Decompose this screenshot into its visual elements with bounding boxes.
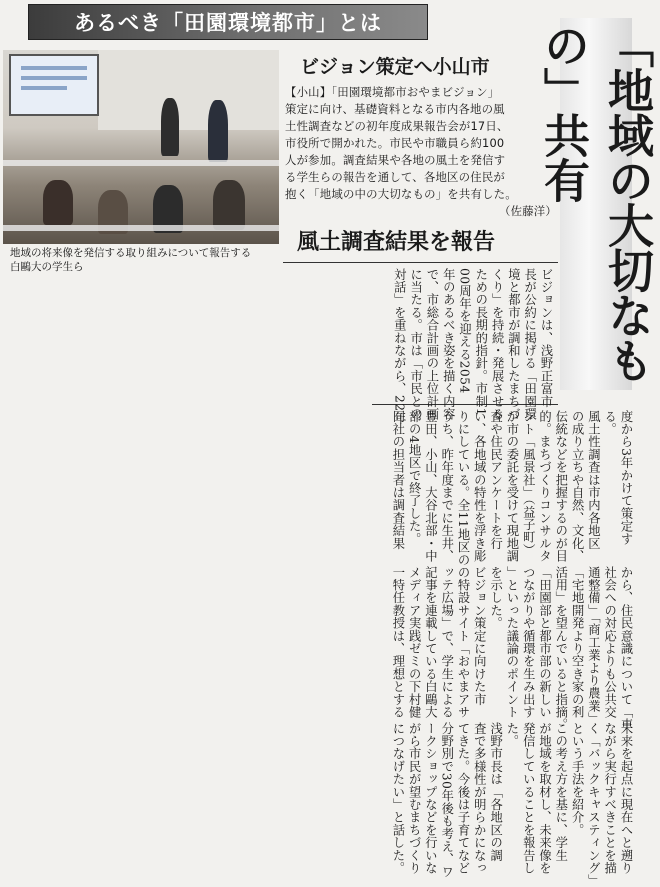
lead-line: 抱く「地域の中の大切なもの」を共有した。 bbox=[285, 187, 517, 201]
body-line: がら市民が望むまちづくり bbox=[407, 722, 422, 875]
photo-caption bbox=[10, 246, 280, 274]
body-line: てきた。今後は子育てなど bbox=[456, 722, 471, 875]
lead-line: 策定に向け、基礎資料となる市内各地の風 bbox=[285, 102, 505, 116]
body-line: ビジョン策定に向けた市 bbox=[472, 566, 487, 706]
caption-line: 地域の将来像を発信する取り組みについて報告する bbox=[10, 247, 252, 259]
main-headline: 「地域の大切なもの」共有 bbox=[560, 18, 632, 390]
body-line: この考え方を基に、学生 bbox=[553, 722, 568, 862]
photo-presenter bbox=[161, 98, 179, 156]
photo-presenter bbox=[208, 100, 228, 162]
body-line: ビジョンは、浅野正富市 bbox=[539, 268, 553, 408]
photo-audience bbox=[213, 180, 245, 230]
article-photo bbox=[3, 50, 279, 244]
body-line: 通整備」「商工業より農業」 bbox=[586, 566, 601, 725]
body-line: 社会への対応よりも公共交 bbox=[602, 566, 617, 719]
photo-desk bbox=[3, 225, 279, 231]
banner-title: あるべき「田園環境都市」とは bbox=[74, 10, 382, 35]
article-body-lower-mid bbox=[372, 566, 634, 732]
photo-audience bbox=[43, 180, 73, 225]
body-line: が地域を取材し、未来像を bbox=[537, 722, 552, 875]
body-line: くり」を持続・発展させる bbox=[490, 268, 505, 421]
body-line: という手法を紹介。 bbox=[570, 722, 585, 837]
body-line: 度から3年かけて策定す bbox=[619, 410, 633, 546]
lead-line: る学生らの報告を通して、各地区の住民が bbox=[285, 170, 505, 184]
body-line: ながら実行すべきことを描 bbox=[602, 722, 617, 875]
body-line: 一特任教授は、理想とする bbox=[390, 566, 405, 719]
body-line: 分野別で30年後も考え、ワ bbox=[439, 722, 454, 879]
body-line: 「田園部と都市部の新しい bbox=[537, 566, 552, 719]
body-line: ための長期的指針。市制1 bbox=[473, 268, 488, 416]
byline: （佐藤洋） bbox=[499, 204, 557, 218]
body-line: く「バックキャスティング」 bbox=[586, 722, 601, 887]
lead-line: 市役所で開かれた。市民や市職員ら約100 bbox=[285, 136, 505, 150]
photo-projection-screen bbox=[9, 54, 99, 116]
body-line: 風土性調査は市内各地区 bbox=[586, 410, 601, 550]
lead-paragraph bbox=[285, 84, 557, 220]
body-line: 年のあるべき姿を描く内容 bbox=[441, 268, 456, 421]
secondary-headline: 風土調査結果を報告 bbox=[297, 229, 496, 255]
body-line: つながりや循環を生み出す bbox=[521, 566, 536, 719]
article-body-lower-right bbox=[372, 410, 634, 567]
body-line: 豊田、小山、大谷北部・中 bbox=[423, 410, 438, 563]
body-line: 部の4地区で終了した。 bbox=[407, 410, 422, 546]
body-line: から、住民意識について「車 bbox=[619, 566, 633, 732]
body-line: につなげたい」と話した。 bbox=[390, 722, 405, 875]
body-line: 発信していることを報告し bbox=[521, 722, 536, 875]
body-line: を示した。 bbox=[488, 566, 503, 630]
body-line: りにしている。全11地区の bbox=[456, 410, 471, 567]
lead-line: 【小山】「田園環境都市おやまビジョン」 bbox=[285, 85, 500, 99]
lead-line: 人が参加。調査結果や各地の風土を発信す bbox=[285, 153, 506, 167]
divider bbox=[283, 262, 558, 263]
body-line: 的。まちづくりコンサルタ bbox=[537, 410, 552, 563]
body-line: 査や住民アンケートを行 bbox=[488, 410, 503, 550]
body-line: に当たる。市は「市民との bbox=[408, 268, 423, 421]
body-line: ークショップなどを行いな bbox=[423, 722, 438, 875]
article-body-upper bbox=[376, 268, 554, 425]
caption-line: 白鷗大の学生ら bbox=[10, 261, 84, 273]
section-banner bbox=[28, 4, 428, 40]
sub-headline: ビジョン策定へ小山市 bbox=[300, 56, 490, 78]
body-line: 「宅地開発より空き家の利 bbox=[570, 566, 585, 719]
body-line: る。 bbox=[602, 410, 617, 436]
body-line: 長が公約に掲げる「田園環 bbox=[522, 268, 537, 421]
body-line: ント「風景社」（益子町） bbox=[521, 410, 536, 557]
body-line: うち、昨年度までに生井、 bbox=[439, 410, 454, 563]
photo-wall bbox=[98, 50, 279, 130]
body-line: メディア実践ゼミの下村健 bbox=[407, 566, 422, 719]
body-line: 対話」を重ねながら、22年 bbox=[392, 268, 407, 425]
body-line: た。 bbox=[504, 722, 519, 748]
body-line: 浅野市長は「各地区の調 bbox=[488, 722, 503, 862]
body-line: 伝統などを把握するのが目 bbox=[553, 410, 568, 563]
body-line: い、各地域の特性を浮き彫 bbox=[472, 410, 487, 563]
body-line: 未来を起点に現在へと遡り bbox=[619, 722, 633, 875]
body-line: 境と都市が調和したまちづ bbox=[506, 268, 521, 421]
body-line: 査で多様性が明らかになっ bbox=[472, 722, 487, 875]
lead-line: 土性調査などの初年度成果報告会が17日、 bbox=[285, 119, 509, 133]
article-body-lower-left bbox=[372, 722, 634, 887]
body-line: が市の委託を受けて現地調 bbox=[504, 410, 519, 563]
body-line: の特設サイト「おやまアサ bbox=[456, 566, 471, 719]
body-line: 」といった議論のポイント bbox=[504, 566, 519, 719]
body-line: 00周年を迎える2054 bbox=[457, 268, 472, 394]
photo-desk bbox=[3, 160, 279, 166]
body-line: 記事を連載している白鷗大 bbox=[423, 566, 438, 719]
body-line: ッテ広場」で、学生による bbox=[439, 566, 454, 719]
body-line: 活用」を望んでいると指摘。 bbox=[553, 566, 568, 732]
body-line: で、市総合計画の上位計画 bbox=[424, 268, 439, 421]
body-line: の成り立ちや自然、文化、 bbox=[570, 410, 585, 563]
body-line: 同社の担当者は調査結果 bbox=[390, 410, 405, 550]
